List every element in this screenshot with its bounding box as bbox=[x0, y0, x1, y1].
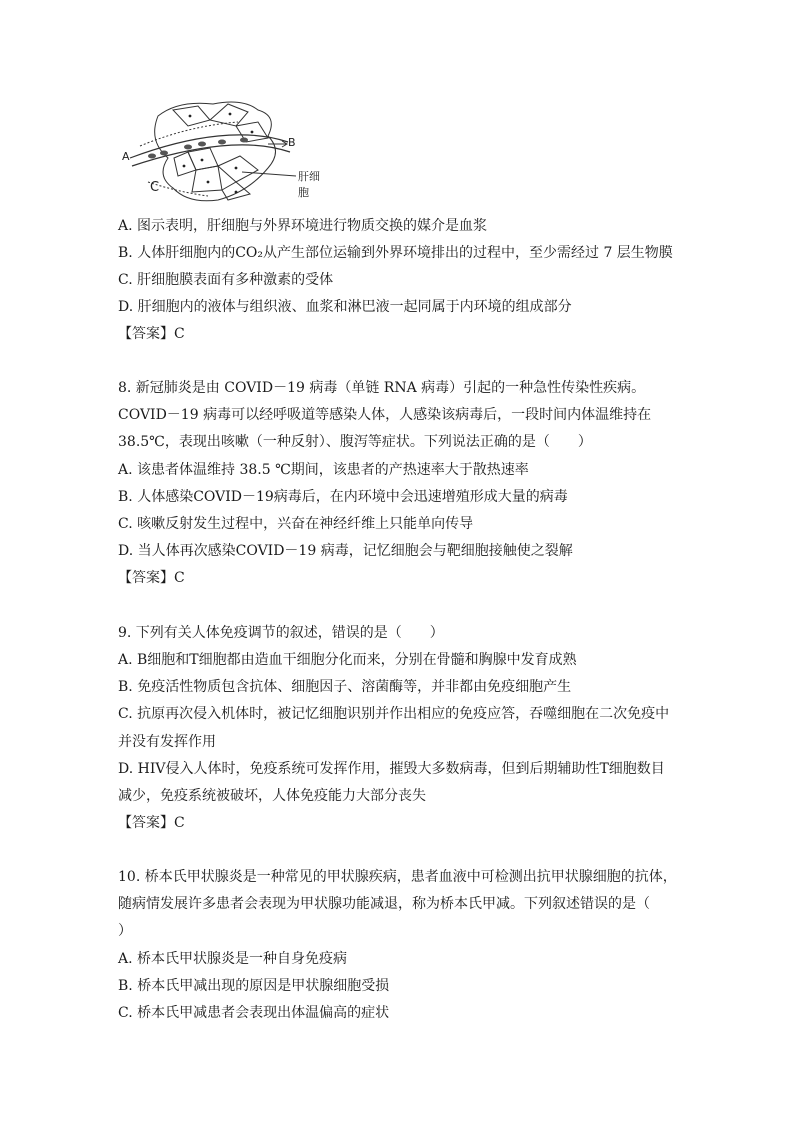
liver-tissue-figure bbox=[118, 96, 328, 208]
q10-option-c: C. 桥本氏甲减患者会表现出体温偏高的症状 bbox=[118, 1005, 390, 1021]
q7-option-c: C. 肝细胞膜表面有多种激素的受体 bbox=[118, 272, 334, 288]
q9-option-c-line-2: 并没有发挥作用 bbox=[118, 734, 216, 750]
q9-answer: 【答案】C bbox=[118, 815, 185, 831]
q7-answer: 【答案】C bbox=[118, 326, 185, 342]
q10-option-a: A. 桥本氏甲状腺炎是一种自身免疫病 bbox=[118, 951, 348, 967]
q9-option-d-line-1: D. HIV侵入人体时，免疫系统可发挥作用，摧毁大多数病毒，但到后期辅助性T细胞数目 bbox=[118, 761, 665, 777]
figure-label-b: B bbox=[288, 136, 296, 149]
q7-option-b: B. 人体肝细胞内的CO₂从产生部位运输到外界环境排出的过程中，至少需经过 7 层生物膜 bbox=[118, 245, 673, 261]
q7-option-a: A. 图示表明，肝细胞与外界环境进行物质交换的媒介是血浆 bbox=[118, 218, 488, 234]
q8-option-a: A. 该患者体温维持 38.5 ℃期间，该患者的产热速率大于散热速率 bbox=[118, 462, 529, 478]
q10-stem-line-1: 10. 桥本氏甲状腺炎是一种常见的甲状腺疾病，患者血液中可检测出抗甲状腺细胞的抗体， bbox=[118, 869, 677, 885]
q10-option-b: B. 桥本氏甲减出现的原因是甲状腺细胞受损 bbox=[118, 978, 390, 994]
figure-label-c: C bbox=[150, 180, 160, 195]
q8-stem-line-2: COVID－19 病毒可以经呼吸道等感染人体，人感染该病毒后，一段时间内体温维持在 bbox=[118, 407, 652, 423]
q9-option-d-line-2: 减少，免疫系统被破坏，人体免疫能力大部分丧失 bbox=[118, 788, 426, 804]
q10-stem-line-2: 随病情发展许多患者会表现为甲状腺功能减退，称为桥本氏甲减。下列叙述错误的是（ bbox=[118, 896, 650, 912]
q9-option-a: A. B细胞和T细胞都由造血干细胞分化而来，分别在骨髓和胸腺中发育成熟 bbox=[118, 652, 577, 668]
figure-label-a: A bbox=[122, 150, 130, 163]
q8-option-d: D. 当人体再次感染COVID－19 病毒，记忆细胞会与靶细胞接触使之裂解 bbox=[118, 543, 573, 559]
q9-option-c-line-1: C. 抗原再次侵入机体时，被记忆细胞识别并作出相应的免疫应答，吞噬细胞在二次免疫中 bbox=[118, 706, 670, 722]
q9-option-b: B. 免疫活性物质包含抗体、细胞因子、溶菌酶等，并非都由免疫细胞产生 bbox=[118, 679, 572, 695]
q9-stem: 9. 下列有关人体免疫调节的叙述，错误的是（ ） bbox=[118, 625, 444, 641]
q7-option-d: D. 肝细胞内的液体与组织液、血浆和淋巴液一起同属于内环境的组成部分 bbox=[118, 299, 572, 315]
figure-label-liver-cell: 肝细胞 bbox=[298, 170, 320, 199]
q8-option-c: C. 咳嗽反射发生过程中，兴奋在神经纤维上只能单向传导 bbox=[118, 516, 474, 532]
q8-stem-line-3: 38.5℃，表现出咳嗽（一种反射）、腹泻等症状。下列说法正确的是（ ） bbox=[118, 434, 592, 450]
q8-stem-line-1: 8. 新冠肺炎是由 COVID－19 病毒（单链 RNA 病毒）引起的一种急性传染性疾病。 bbox=[118, 380, 646, 396]
q8-answer: 【答案】C bbox=[118, 570, 185, 586]
q8-option-b: B. 人体感染COVID－19病毒后，在内环境中会迅速增殖形成大量的病毒 bbox=[118, 489, 568, 505]
q10-stem-line-3: ） bbox=[118, 923, 132, 939]
